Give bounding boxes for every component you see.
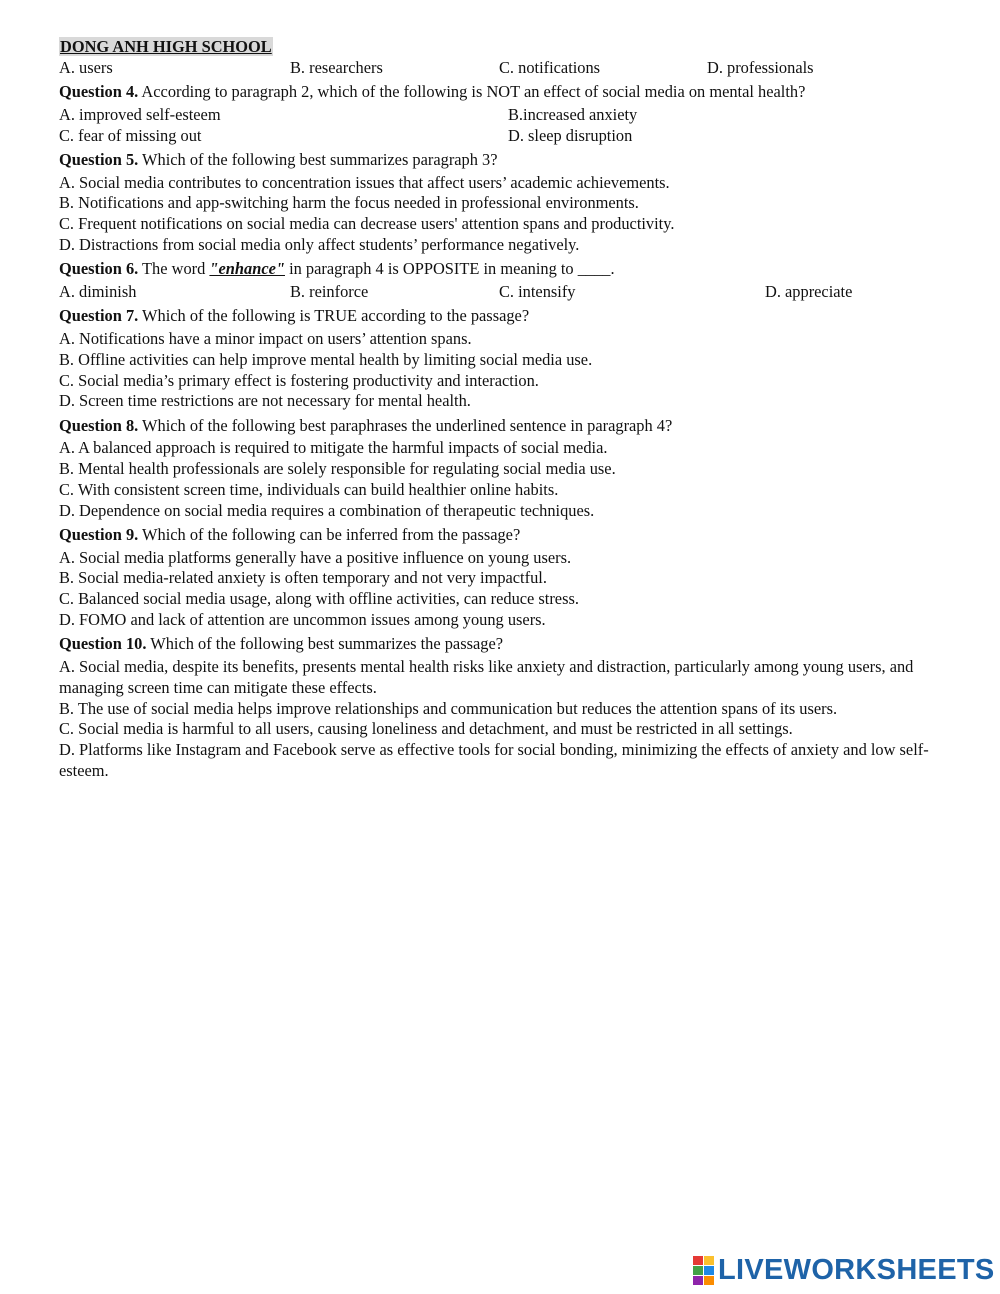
q9-option-d[interactable]: D. FOMO and lack of attention are uncommon issues among young users.	[59, 610, 546, 630]
question-10-text: Which of the following best summarizes the passage?	[146, 634, 503, 654]
logo-square-1	[693, 1256, 703, 1265]
q5-options	[59, 173, 939, 256]
question-7-text: Which of the following is TRUE according to the passage?	[138, 306, 530, 326]
question-5	[59, 150, 939, 171]
q3-option-b[interactable]: B. researchers	[290, 57, 383, 77]
q9-option-b[interactable]: B. Social media-related anxiety is often temporary and not very impactful.	[59, 568, 547, 588]
school-name: DONG ANH HIGH SCHOOL	[60, 37, 272, 56]
q7-options	[59, 329, 939, 412]
question-4	[59, 82, 939, 103]
logo-mark-icon	[693, 1256, 714, 1285]
question-8-text: Which of the following best paraphrases the underlined sentence in paragraph 4?	[138, 415, 673, 435]
logo-square-3	[693, 1266, 703, 1275]
q8-option-b[interactable]: B. Mental health professionals are solely responsible for regulating social media use.	[59, 459, 616, 479]
q10-option-c[interactable]: C. Social media is harmful to all users, causing loneliness and detachment, and must be restricted in all settings.	[59, 719, 793, 739]
q3-options	[59, 58, 939, 79]
q6-option-a[interactable]: A. diminish	[59, 281, 137, 301]
question-10	[59, 634, 939, 655]
logo-square-4	[704, 1266, 714, 1275]
question-10-label: Question 10.	[59, 634, 147, 654]
q5-option-d[interactable]: D. Distractions from social media only affect students’ performance negatively.	[59, 234, 580, 254]
q10-option-a[interactable]: A. Social media, despite its benefits, presents mental health risks like anxiety and distraction, particularly among young users, and managing screen time can mitigate these effects.	[59, 657, 914, 697]
question-6-label: Question 6.	[59, 259, 139, 279]
q4-options-row-1	[59, 105, 939, 126]
q4-options-row-2	[59, 126, 939, 147]
question-5-label: Question 5.	[59, 149, 139, 169]
q6-options	[59, 282, 939, 303]
question-8	[59, 416, 939, 437]
q7-option-b[interactable]: B. Offline activities can help improve mental health by limiting social media use.	[59, 349, 593, 369]
q7-option-a[interactable]: A. Notifications have a minor impact on users’ attention spans.	[59, 328, 472, 348]
question-7	[59, 306, 939, 327]
q8-options	[59, 438, 939, 521]
question-8-label: Question 8.	[59, 415, 139, 435]
q8-option-c[interactable]: C. With consistent screen time, individuals can build healthier online habits.	[59, 479, 559, 499]
q9-option-a[interactable]: A. Social media platforms generally have a positive influence on young users.	[59, 547, 572, 567]
q9-options	[59, 548, 939, 631]
q5-option-a[interactable]: A. Social media contributes to concentration issues that affect users’ academic achievements.	[59, 172, 670, 192]
q7-option-c[interactable]: C. Social media’s primary effect is fostering productivity and interaction.	[59, 370, 539, 390]
logo-square-2	[704, 1256, 714, 1265]
q4-option-d[interactable]: D. sleep disruption	[508, 125, 633, 145]
q7-option-d[interactable]: D. Screen time restrictions are not necessary for mental health.	[59, 391, 471, 411]
question-6	[59, 259, 939, 280]
question-7-label: Question 7.	[59, 306, 139, 326]
question-6-text-after: in paragraph 4 is OPPOSITE in meaning to ____.	[284, 259, 615, 279]
question-5-text: Which of the following best summarizes paragraph 3?	[138, 149, 498, 169]
q10-options	[59, 657, 929, 782]
q3-option-a[interactable]: A. users	[59, 57, 113, 77]
question-6-text-before: The word	[138, 259, 210, 279]
question-6-keyword: "enhance"	[209, 259, 285, 279]
school-header	[59, 37, 939, 58]
logo-text: LIVEWORKSHEETS	[718, 1254, 995, 1286]
worksheet-page	[59, 37, 939, 782]
q3-option-c[interactable]: C. notifications	[499, 57, 601, 77]
q5-option-b[interactable]: B. Notifications and app-switching harm the focus needed in professional environments.	[59, 193, 639, 213]
question-9-text: Which of the following can be inferred from the passage?	[138, 524, 521, 544]
liveworksheets-logo	[693, 1254, 995, 1286]
q6-option-c[interactable]: C. intensify	[499, 281, 576, 301]
q8-option-a[interactable]: A. A balanced approach is required to mitigate the harmful impacts of social media.	[59, 438, 608, 458]
q3-option-d[interactable]: D. professionals	[707, 57, 814, 77]
question-4-text: According to paragraph 2, which of the following is NOT an effect of social media on mental health?	[138, 81, 806, 101]
logo-square-5	[693, 1276, 703, 1285]
question-9-label: Question 9.	[59, 524, 139, 544]
q9-option-c[interactable]: C. Balanced social media usage, along with offline activities, can reduce stress.	[59, 589, 579, 609]
logo-square-6	[704, 1276, 714, 1285]
q6-option-d[interactable]: D. appreciate	[765, 281, 853, 301]
q6-option-b[interactable]: B. reinforce	[290, 281, 369, 301]
question-4-label: Question 4.	[59, 81, 139, 101]
question-9	[59, 525, 939, 546]
q10-option-b[interactable]: B. The use of social media helps improve relationships and communication but reduces the attention spans of its users.	[59, 698, 838, 718]
q5-option-c[interactable]: C. Frequent notifications on social media can decrease users' attention spans and productivity.	[59, 214, 675, 234]
q4-option-b[interactable]: B.increased anxiety	[508, 104, 638, 124]
q10-option-d[interactable]: D. Platforms like Instagram and Facebook serve as effective tools for social bonding, minimizing the effects of anxiety and low self-esteem.	[59, 740, 929, 781]
q4-option-c[interactable]: C. fear of missing out	[59, 125, 202, 145]
q8-option-d[interactable]: D. Dependence on social media requires a combination of therapeutic techniques.	[59, 500, 595, 520]
q4-option-a[interactable]: A. improved self-esteem	[59, 104, 221, 124]
